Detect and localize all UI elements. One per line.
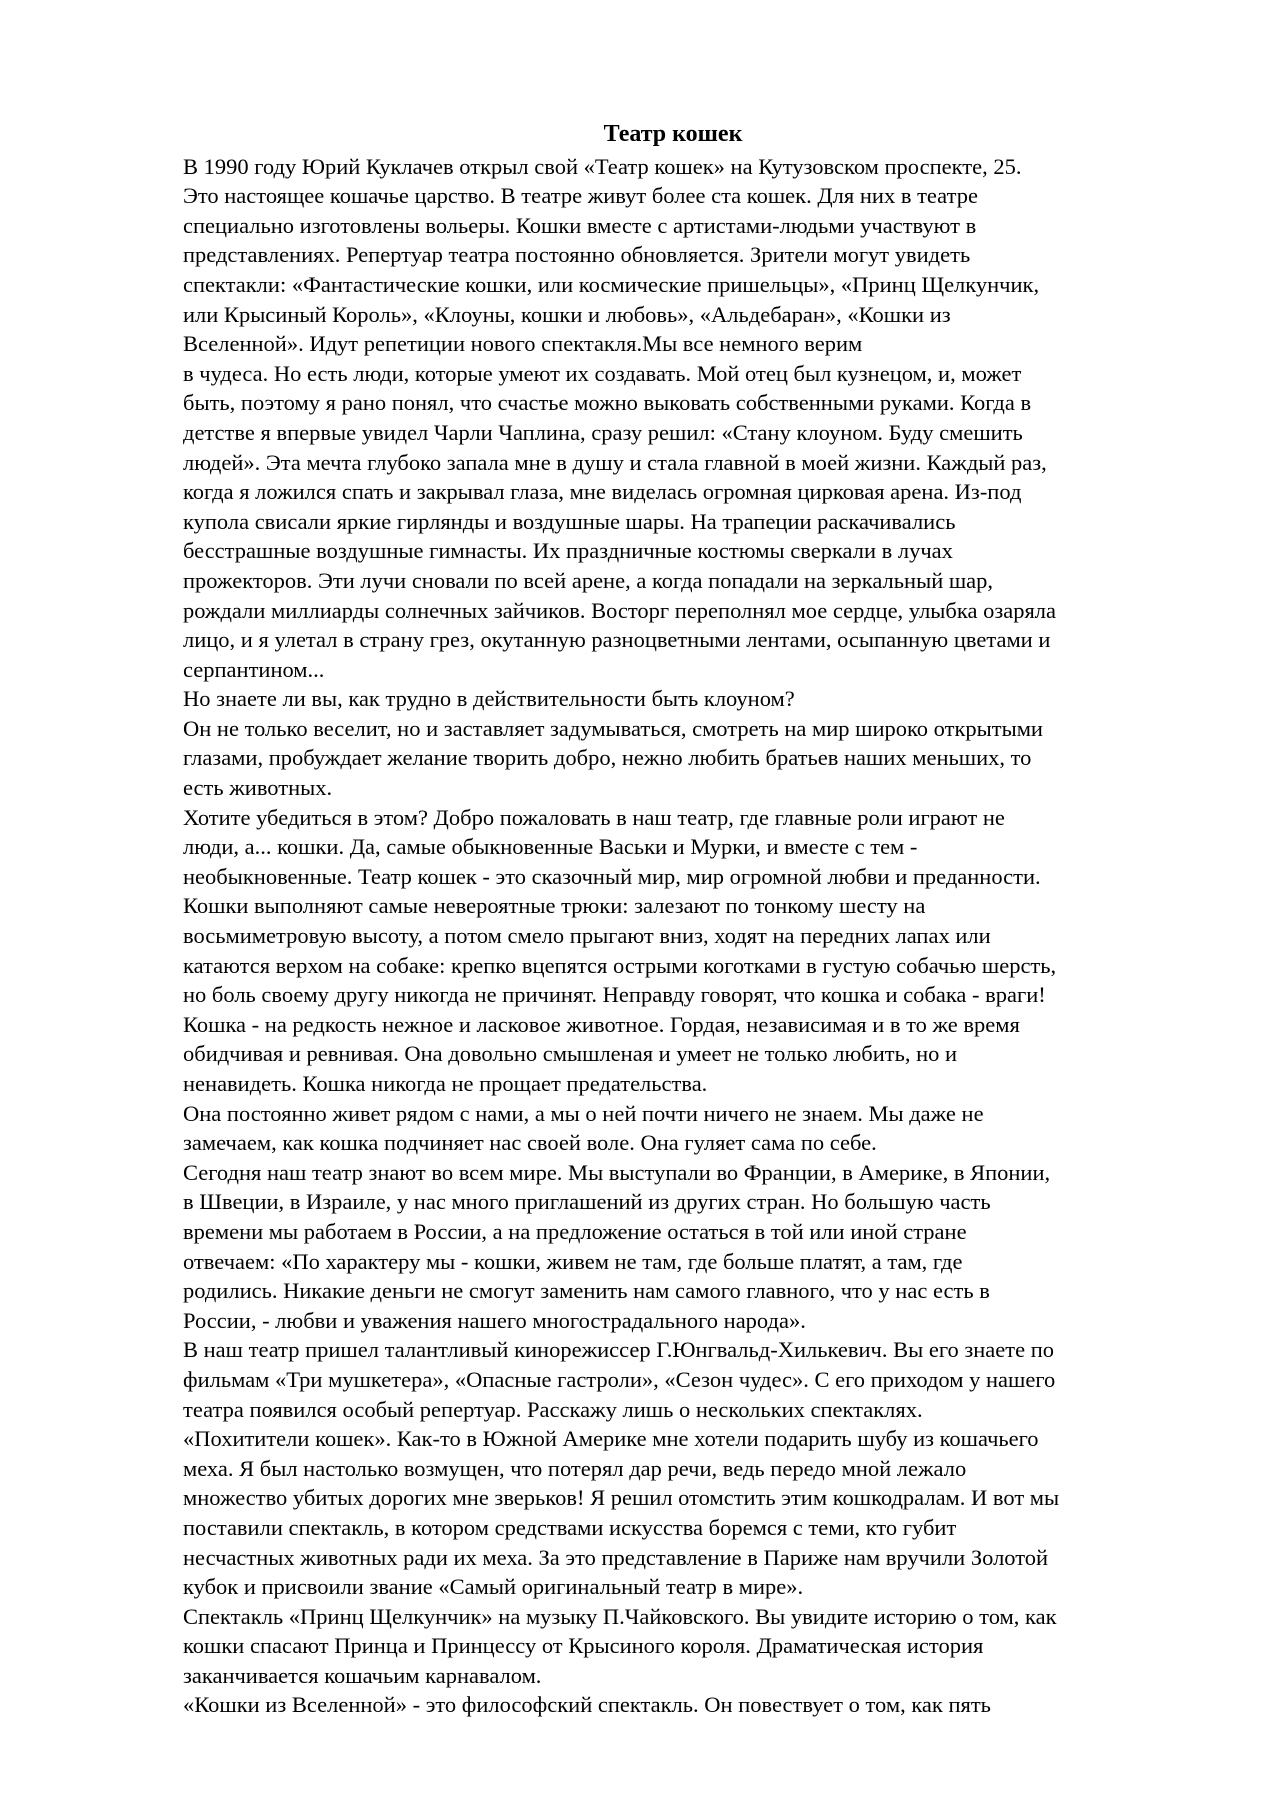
text-line: времени мы работаем в России, а на предложение остаться в той или иной стране	[183, 1218, 967, 1244]
text-line: В наш театр пришел талантливый кинорежиссер Г.Юнгвальд-Хилькевич. Вы его знаете по	[183, 1337, 1054, 1363]
text-line: несчастных животных ради их меха. За это представление в Париже нам вручили Золотой	[183, 1544, 1049, 1570]
text-line: глазами, пробуждает желание творить добро, нежно любить братьев наших меньших, то	[183, 745, 1032, 771]
text-line: специально изготовлены вольеры. Кошки вместе с артистами-людьми участвуют в	[183, 212, 977, 238]
text-line: множество убитых дорогих мне зверьков! Я решил отомстить этим кошкодралам. И вот мы	[183, 1485, 1060, 1511]
text-line: фильмам «Три мушкетера», «Опасные гастроли», «Сезон чудес». С его приходом у нашего	[183, 1366, 1056, 1392]
text-line: заканчивается кошачьим карнавалом.	[183, 1662, 542, 1688]
text-line: людей». Эта мечта глубоко запала мне в душу и стала главной в моей жизни. Каждый раз,	[183, 449, 1047, 475]
text-line: в Швеции, в Израиле, у нас много приглашений из других стран. Но большую часть	[183, 1189, 991, 1215]
text-line: представлениях. Репертуар театра постоянно обновляется. Зрители могут увидеть	[183, 242, 971, 268]
text-line: быть, поэтому я рано понял, что счастье можно выковать собственными руками. Когда в	[183, 390, 1032, 416]
document-page	[183, 120, 1183, 1720]
text-line: серпантином...	[183, 656, 325, 682]
text-line: театра появился особый репертуар. Расскажу лишь о нескольких спектаклях.	[183, 1396, 923, 1422]
text-line: бесстрашные воздушные гимнасты. Их праздничные костюмы сверкали в лучах	[183, 538, 953, 564]
text-line: «Похитители кошек». Как-то в Южной Америке мне хотели подарить шубу из кошачьего	[183, 1426, 1039, 1452]
text-line: кошки спасают Принца и Принцессу от Крысиного короля. Драматическая история	[183, 1633, 984, 1659]
text-line: Но знаете ли вы, как трудно в действительности быть клоуном?	[183, 686, 795, 712]
text-line: замечаем, как кошка подчиняет нас своей воле. Она гуляет сама по себе.	[183, 1130, 877, 1156]
text-line: Он не только веселит, но и заставляет задумываться, смотреть на мир широко открытыми	[183, 715, 1043, 741]
text-line: рождали миллиарды солнечных зайчиков. Восторг переполнял мое сердце, улыбка озаряла	[183, 597, 1057, 623]
text-line: восьмиметровую высоту, а потом смело прыгают вниз, ходят на передних лапах или	[183, 923, 991, 949]
text-line: Кошки выполняют самые невероятные трюки: залезают по тонкому шесту на	[183, 893, 926, 919]
text-line: когда я ложился спать и закрывал глаза, мне виделась огромная цирковая арена. Из-под	[183, 479, 1022, 505]
text-line: В 1990 году Юрий Куклачев открыл свой «Театр кошек» на Кутузовском проспекте, 25.	[183, 153, 1022, 179]
text-line: спектакли: «Фантастические кошки, или космические пришельцы», «Принц Щелкунчик,	[183, 271, 1040, 297]
text-line: меха. Я был настолько возмущен, что потерял дар речи, ведь передо мной лежало	[183, 1455, 967, 1481]
text-line: купола свисали яркие гирлянды и воздушные шары. На трапеции раскачивались	[183, 508, 956, 534]
text-line: Она постоянно живет рядом с нами, а мы о ней почти ничего не знаем. Мы даже не	[183, 1100, 984, 1126]
text-line: отвечаем: «По характеру мы - кошки, живем не там, где больше платят, а там, где	[183, 1248, 963, 1274]
text-line: катаются верхом на собаке: крепко вцепятся острыми коготками в густую собачью шерсть,	[183, 952, 1057, 978]
text-line: или Крысиный Король», «Клоуны, кошки и любовь», «Альдебаран», «Кошки из	[183, 301, 951, 327]
text-line: в чудеса. Но есть люди, которые умеют их создавать. Мой отец был кузнецом, и, может	[183, 360, 1022, 386]
text-line: есть животных.	[183, 775, 333, 801]
text-line: Кошка - на редкость нежное и ласковое животное. Гордая, независимая и в то же время	[183, 1011, 1020, 1037]
text-line: Это настоящее кошачье царство. В театре живут более ста кошек. Для них в театре	[183, 183, 978, 209]
text-line: Сегодня наш театр знают во всем мире. Мы выступали во Франции, в Америке, в Японии,	[183, 1159, 1051, 1185]
document-title: Театр кошек	[603, 121, 743, 147]
text-line: «Кошки из Вселенной» - это философский спектакль. Он повествует о том, как пять	[183, 1692, 991, 1718]
text-line: Вселенной». Идут репетиции нового спектакля.Мы все немного верим	[183, 331, 863, 357]
text-line: прожекторов. Эти лучи сновали по всей арене, а когда попадали на зеркальный шар,	[183, 567, 994, 593]
text-line: необыкновенные. Театр кошек - это сказочный мир, мир огромной любви и преданности.	[183, 863, 1041, 889]
text-line: поставили спектакль, в котором средствами искусства боремся с теми, кто губит	[183, 1514, 957, 1540]
text-line: родились. Никакие деньги не смогут заменить нам самого главного, что у нас есть в	[183, 1278, 990, 1304]
text-line: но боль своему другу никогда не причинят. Неправду говорят, что кошка и собака - враги!	[183, 982, 1046, 1008]
text-line: люди, а... кошки. Да, самые обыкновенные Васьки и Мурки, и вместе с тем -	[183, 834, 918, 860]
text-line: обидчивая и ревнивая. Она довольно смышленая и умеет не только любить, но и	[183, 1041, 958, 1067]
text-line: детстве я впервые увидел Чарли Чаплина, сразу решил: «Стану клоуном. Буду смешить	[183, 419, 1023, 445]
text-line: лицо, и я улетал в страну грез, окутанную разноцветными лентами, осыпанную цветами и	[183, 627, 1051, 653]
document-body	[183, 152, 1183, 1720]
text-line: России, - любви и уважения нашего многострадального народа».	[183, 1307, 806, 1333]
text-line: Хотите убедиться в этом? Добро пожаловать в наш театр, где главные роли играют не	[183, 804, 1005, 830]
text-line: Спектакль «Принц Щелкунчик» на музыку П.Чайковского. Вы увидите историю о том, как	[183, 1603, 1057, 1629]
text-line: ненавидеть. Кошка никогда не прощает предательства.	[183, 1071, 708, 1096]
text-line: кубок и присвоили звание «Самый оригинальный театр в мире».	[183, 1574, 804, 1600]
